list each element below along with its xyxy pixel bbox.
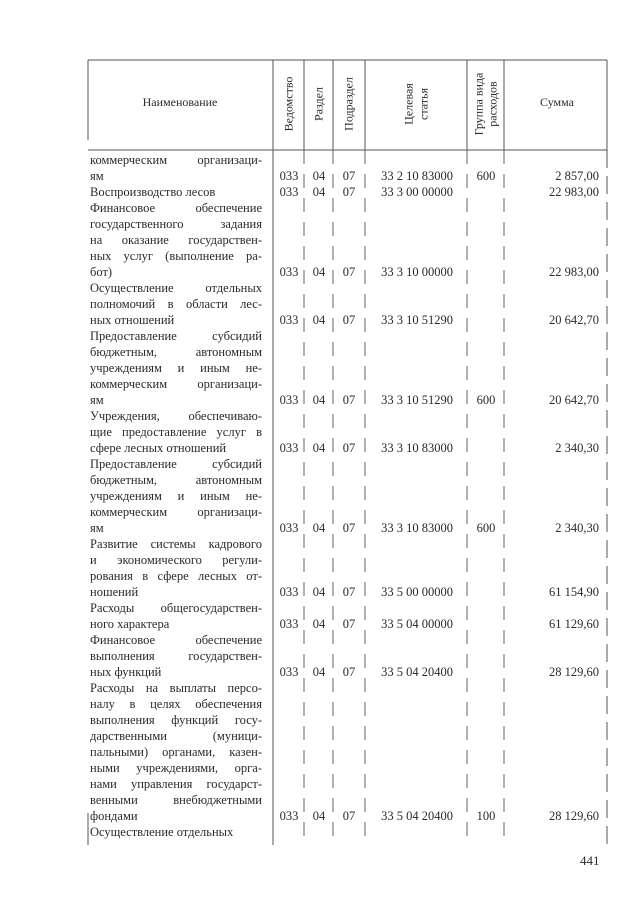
row-amount: 2 340,30: [555, 521, 599, 535]
row-amount: 61 129,60: [549, 617, 599, 631]
header-amount: Сумма: [540, 95, 574, 109]
row-department: 033: [279, 169, 299, 183]
row-amount: 22 983,00: [549, 185, 599, 199]
row-name-line: фондами: [90, 809, 138, 823]
row-target-article: 33 3 10 51290: [381, 313, 453, 327]
row-name-line: выполнения функций госу-: [90, 713, 262, 727]
row-expense-group: 100: [476, 809, 496, 823]
row-name-line: ям: [90, 521, 104, 535]
row-subsection: 07: [342, 521, 356, 535]
header-target-line1: Целевая: [401, 83, 416, 125]
row-target-article: 33 3 10 83000: [381, 441, 453, 455]
row-name-line: Осуществление отдельных: [90, 825, 234, 839]
row-subsection: 07: [342, 809, 356, 823]
row-name-line: ных услуг (выполнение ра-: [90, 249, 262, 263]
row-target-article: 33 3 00 00000: [381, 185, 453, 199]
row-section: 04: [312, 313, 326, 327]
header-target-line2: статья: [416, 88, 431, 120]
row-name-line: бот): [90, 265, 113, 279]
row-amount: 20 642,70: [549, 393, 599, 407]
row-section: 04: [312, 169, 326, 183]
row-target-article: 33 3 10 83000: [381, 521, 453, 535]
row-department: 033: [279, 521, 299, 535]
row-name-line: нами управления государст-: [90, 777, 262, 791]
row-department: 033: [279, 441, 299, 455]
row-name-line: коммерческим организаци-: [90, 505, 262, 519]
row-name-line: и экономического регули-: [90, 553, 262, 567]
row-expense-group: 600: [476, 521, 496, 535]
row-name-line: щие предоставление услуг в: [90, 425, 262, 439]
row-section: 04: [312, 585, 326, 599]
row-section: 04: [312, 441, 326, 455]
row-name-line: ными учреждениями, орга-: [90, 761, 262, 775]
row-name-line: ям: [90, 169, 104, 183]
header-group-line2: расходов: [485, 81, 500, 127]
row-amount: 28 129,60: [549, 809, 599, 823]
row-department: 033: [279, 393, 299, 407]
row-amount: 2 857,00: [555, 169, 599, 183]
row-name-line: Финансовое обеспечение: [90, 633, 262, 647]
row-department: 033: [279, 585, 299, 599]
row-name-line: дарственными (муници-: [90, 729, 262, 743]
row-expense-group: 600: [476, 393, 496, 407]
row-name-line: бюджетным, автономным: [90, 345, 262, 359]
row-name-line: государственного задания: [90, 217, 262, 231]
row-name-line: Расходы общегосударствен-: [90, 601, 262, 615]
row-name-line: пальными) органами, казен-: [90, 745, 262, 759]
row-name-line: Предоставление субсидий: [90, 457, 262, 471]
row-department: 033: [279, 265, 299, 279]
row-name-line: коммерческим организаци-: [90, 153, 262, 167]
row-subsection: 07: [342, 265, 356, 279]
row-name-line: ям: [90, 393, 104, 407]
row-amount: 22 983,00: [549, 265, 599, 279]
row-subsection: 07: [342, 617, 356, 631]
row-target-article: 33 5 00 00000: [381, 585, 453, 599]
row-name-line: налу в целях обеспечения: [90, 697, 262, 711]
row-subsection: 07: [342, 585, 356, 599]
row-name-line: ношений: [90, 585, 139, 599]
row-section: 04: [312, 185, 326, 199]
row-expense-group: 600: [476, 169, 496, 183]
header-subsection: Подраздел: [341, 77, 356, 131]
row-name-line: Предоставление субсидий: [90, 329, 262, 343]
row-name-line: ного характера: [90, 617, 170, 631]
header-name: Наименование: [142, 95, 218, 109]
row-target-article: 33 5 04 20400: [381, 665, 453, 679]
row-target-article: 33 5 04 00000: [381, 617, 453, 631]
row-name-line: Развитие системы кадрового: [90, 537, 262, 551]
row-name-line: венными внебюджетными: [90, 793, 262, 807]
row-section: 04: [312, 617, 326, 631]
row-section: 04: [312, 665, 326, 679]
header-group-line1: Группа вида: [471, 72, 486, 136]
row-amount: 28 129,60: [549, 665, 599, 679]
row-name-line: на оказание государствен-: [90, 233, 262, 247]
header-section: Раздел: [311, 87, 326, 121]
row-name-line: Расходы на выплаты персо-: [90, 681, 262, 695]
row-target-article: 33 2 10 83000: [381, 169, 453, 183]
row-name-line: Воспроизводство лесов: [90, 185, 216, 199]
row-amount: 2 340,30: [555, 441, 599, 455]
row-subsection: 07: [342, 185, 356, 199]
row-name-line: ных отношений: [90, 313, 175, 327]
row-section: 04: [312, 809, 326, 823]
row-section: 04: [312, 265, 326, 279]
row-name-line: Учреждения, обеспечиваю-: [90, 409, 262, 423]
row-name-line: сфере лесных отношений: [90, 441, 227, 455]
header-department: Ведомство: [281, 76, 296, 132]
row-department: 033: [279, 809, 299, 823]
row-target-article: 33 5 04 20400: [381, 809, 453, 823]
row-department: 033: [279, 313, 299, 327]
row-amount: 61 154,90: [549, 585, 599, 599]
row-name-line: ных функций: [90, 665, 162, 679]
row-name-line: коммерческим организаци-: [90, 377, 262, 391]
row-amount: 20 642,70: [549, 313, 599, 327]
page-number: 441: [580, 853, 600, 868]
row-department: 033: [279, 617, 299, 631]
row-target-article: 33 3 10 00000: [381, 265, 453, 279]
row-subsection: 07: [342, 393, 356, 407]
row-name-line: рования в сфере лесных от-: [90, 569, 262, 583]
row-name-line: учреждениям и иным не-: [90, 361, 262, 375]
row-name-line: выполнения государствен-: [90, 649, 262, 663]
row-name-line: бюджетным, автономным: [90, 473, 262, 487]
row-section: 04: [312, 393, 326, 407]
row-subsection: 07: [342, 313, 356, 327]
row-subsection: 07: [342, 665, 356, 679]
row-subsection: 07: [342, 169, 356, 183]
row-name-line: Осуществление отдельных: [90, 281, 262, 295]
row-subsection: 07: [342, 441, 356, 455]
row-department: 033: [279, 185, 299, 199]
row-section: 04: [312, 521, 326, 535]
row-name-line: полномочий в области лес-: [90, 297, 262, 311]
row-name-line: учреждениям и иным не-: [90, 489, 262, 503]
row-name-line: Финансовое обеспечение: [90, 201, 262, 215]
row-department: 033: [279, 665, 299, 679]
row-target-article: 33 3 10 51290: [381, 393, 453, 407]
